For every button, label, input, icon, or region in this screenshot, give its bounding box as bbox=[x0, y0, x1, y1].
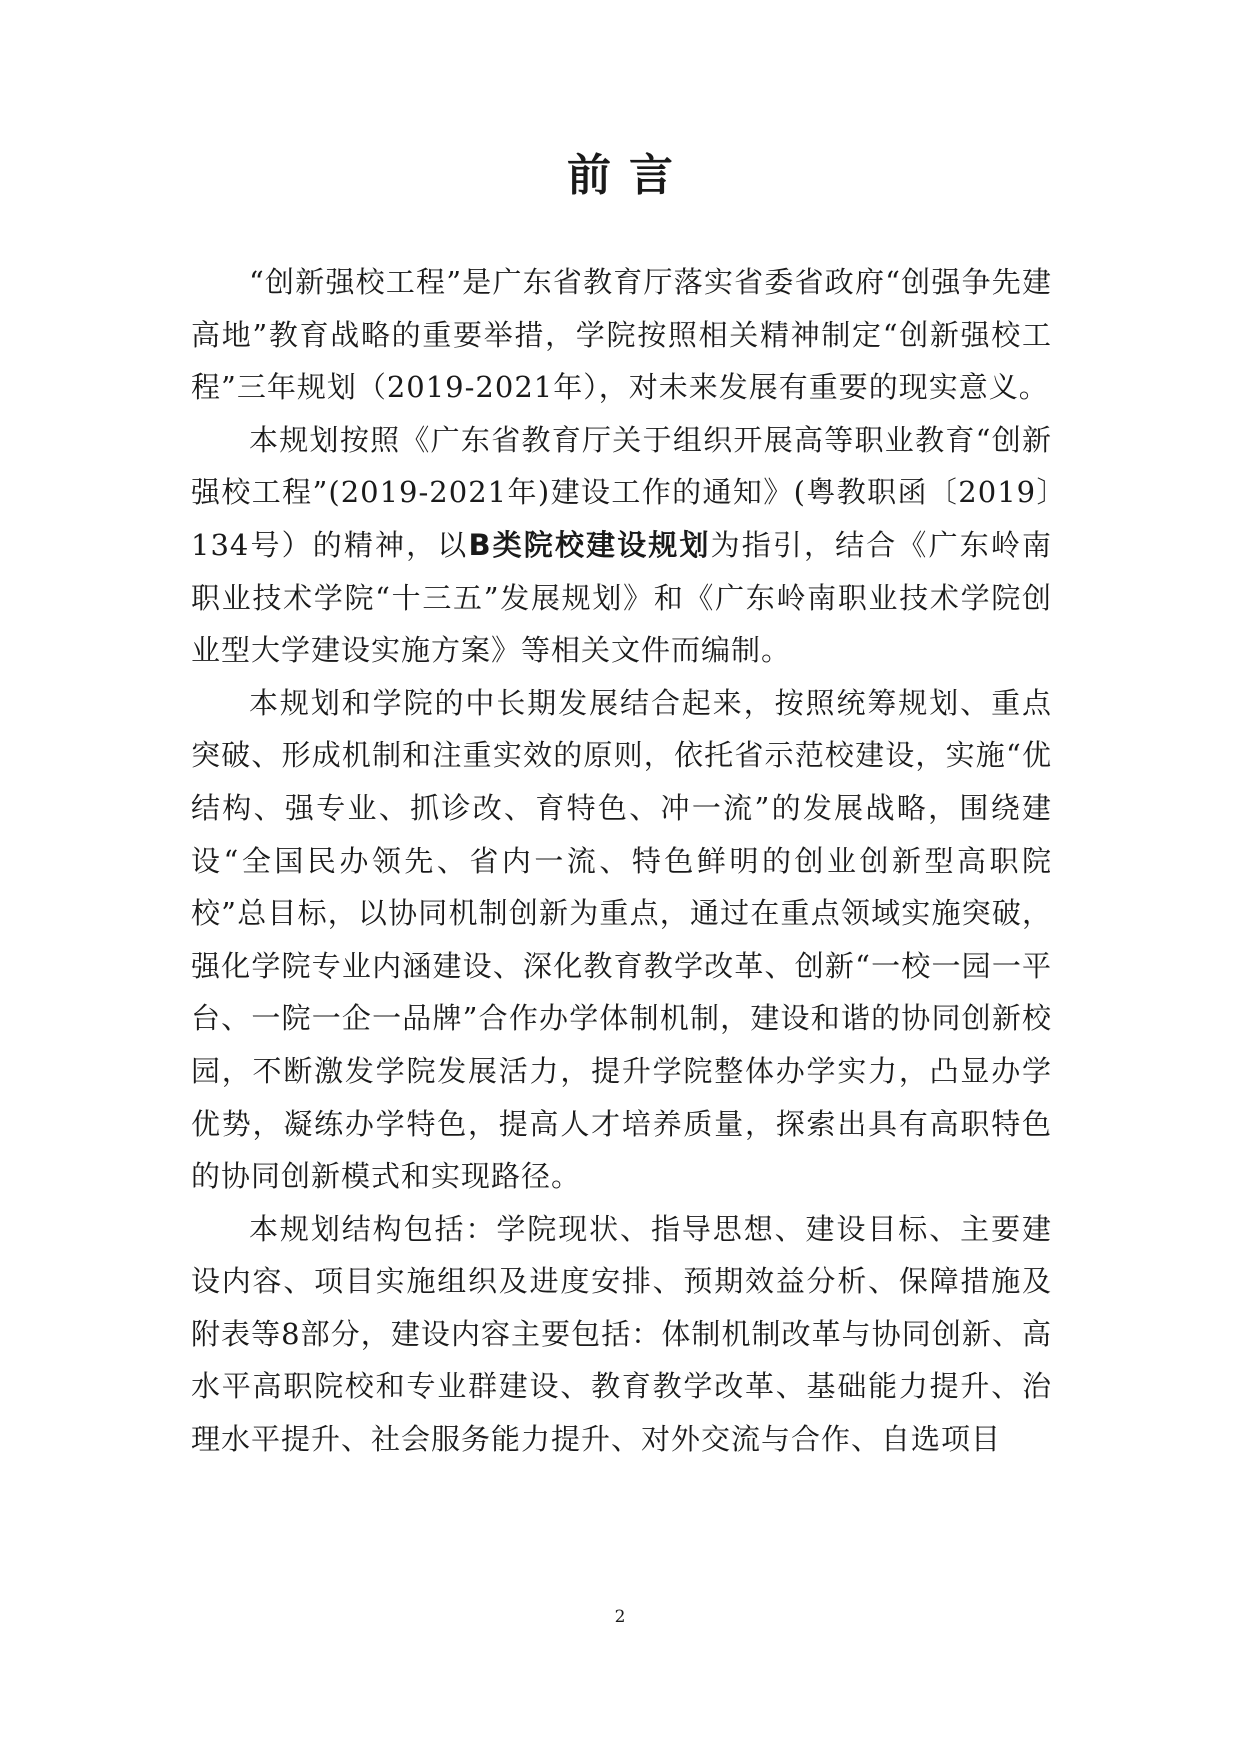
body-text bbox=[191, 256, 1052, 1466]
paragraph-2-text-end: 为指引，结合《广东岭南职业技术学院“十三五”发展规划》和《广东岭南职业技术学院创业型大学建设实施方案》等相关文件而编制。 bbox=[191, 527, 1052, 668]
page-title: 前言 bbox=[567, 150, 691, 201]
paragraph-2 bbox=[191, 414, 1052, 677]
paragraph-4: 本规划结构包括：学院现状、指导思想、建设目标、主要建设内容、项目实施组织及进度安排、预期效益分析、保障措施及附表等8部分，建设内容主要包括：体制机制改革与协同创新、高水平高职院校和专业群建设、教育教学改革、基础能力提升、治理水平提升、社会服务能力提升、对外交流与合作、自选项目 bbox=[191, 1211, 1052, 1457]
paragraph-2-text-start: 本规划按照《广东省教育厅关于组织开展高等职业教育“创新强校工程”(2019-2021年)建设工作的通知》(粤教职函〔2019〕134号）的精神，以 bbox=[191, 422, 1052, 562]
paragraph-1: “创新强校工程”是广东省教育厅落实省委省政府“创强争先建高地”教育战略的重要举措，学院按照相关精神制定“创新强校工程”三年规划（2019-2021年），对未来发展有重要的现实意义。 bbox=[191, 265, 1052, 405]
paragraph-3: 本规划和学院的中长期发展结合起来，按照统筹规划、重点突破、形成机制和注重实效的原则，依托省示范校建设，实施“优结构、强专业、抓诊改、育特色、冲一流”的发展战略，围绕建设“全国民办领先、省内一流、特色鲜明的创业创新型高职院校”总目标，以协同机制创新为重点，通过在重点领域实施突破，强化学院专业内涵建设、深化教育教学改革、创新“一校一园一平台、一院一企一品牌”合作办学体制机制，建设和谐的协同创新校园，不断激发学院发展活力，提升学院整体办学实力，凸显办学优势，凝练办学特色，提高人才培养质量，探索出具有高职特色的协同创新模式和实现路径。 bbox=[191, 685, 1052, 1194]
page-number: 2 bbox=[614, 1607, 626, 1627]
bold-phrase: B类院校建设规划 bbox=[468, 527, 711, 562]
